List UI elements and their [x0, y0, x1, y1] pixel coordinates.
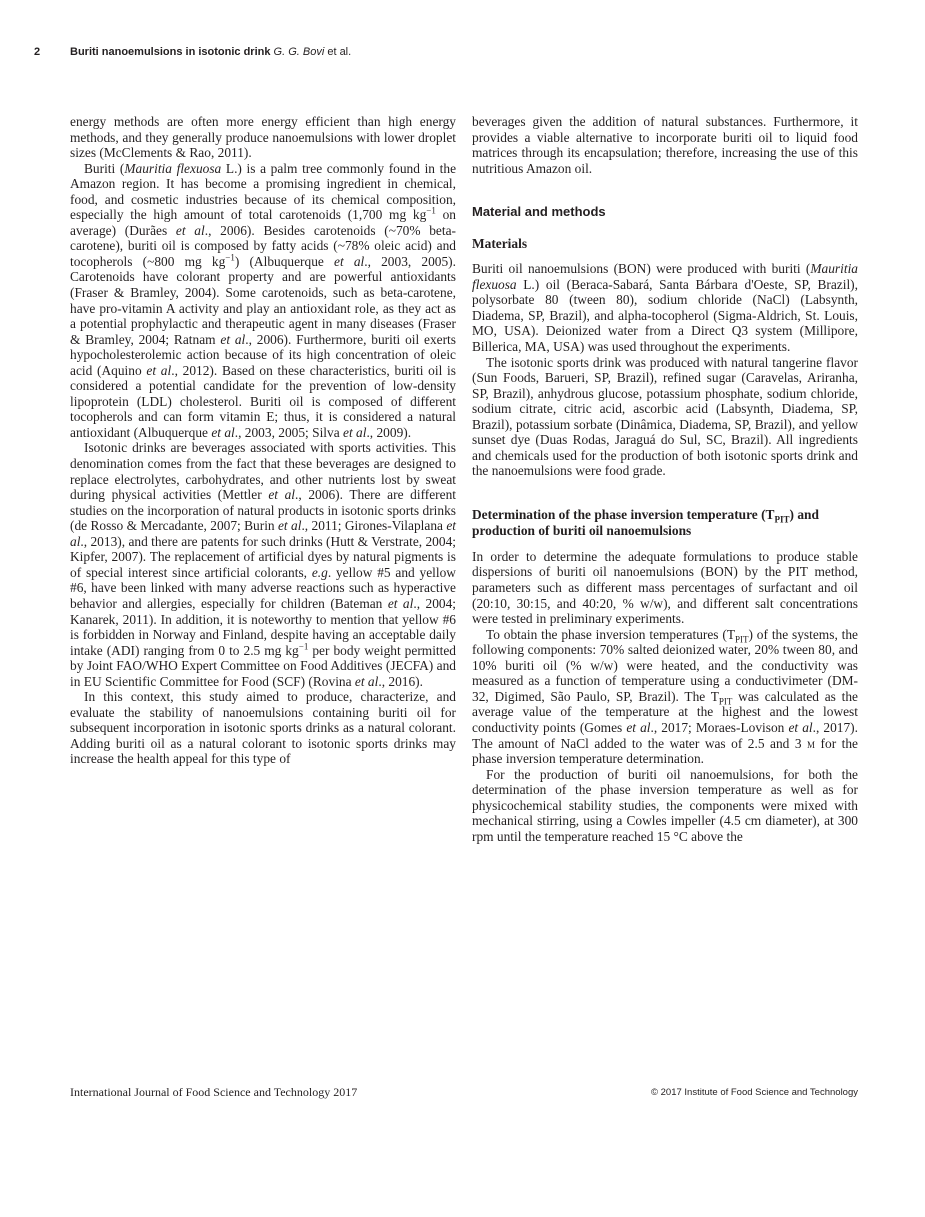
text-run: ., 2006). There are different studies on the incorporation of natural products in isotonic sports drinks (de Rosso & Mercadante, 2007; Burin	[70, 487, 457, 534]
text-run: ., 2006). Furthermore, buriti oil exerts hypocholesterolemic action because of its high concentration of oleic acid (Aquino	[70, 331, 456, 378]
text-run: ) and production of buriti oil nanoemulsions	[472, 506, 819, 538]
text-run: . yellow #5 and yellow #6, have been linked with many adverse reactions such as hyperactive behavior and allergies, especially for children (Bateman	[70, 564, 456, 611]
left-column	[70, 114, 456, 767]
paragraph	[472, 627, 858, 767]
text-run: beverages given the addition of natural substances. Furthermore, it provides a viable alternative to incorporate buriti oil to liquid food matrices through its encapsulation; therefore, increasing the use of this nutritious Amazon oil.	[472, 114, 858, 176]
text-run: on average) (Durães	[70, 207, 456, 238]
text-run: ., 2011; Girones-Vilaplana	[301, 518, 447, 534]
text-run: Buriti (	[84, 160, 125, 176]
text-run: ., 2013), and there are patents for such drinks (Hutt & Verstrate, 2004; Kipfer, 2007). The replacement of artificial dyes by natural pigments is of special interest since artificial colorants,	[70, 533, 456, 580]
text-run: et al	[220, 331, 246, 347]
text-run: L.) is a palm tree commonly found in the Amazon region. It has become a promising ingredient in chemical, food, and cosmetic industries because of its chemical composition, especially the high amount of total carotenoids (1,700 mg kg	[70, 160, 457, 223]
text-run: ., 2006). Besides carotenoids (~70% beta-carotene), buriti oil is composed by fatty acids (~78% oleic acid) and tocopherols (~800 mg kg	[70, 222, 456, 269]
text-run: et al	[277, 518, 302, 534]
text-run: et al	[211, 424, 235, 440]
text-run: m	[807, 735, 816, 751]
pit-section	[472, 549, 858, 844]
text-run: Mauritia flexuosa	[472, 261, 858, 292]
text-run: e.g	[311, 564, 328, 580]
text-run: To obtain the phase inversion temperatures (T	[486, 626, 735, 642]
paragraph	[472, 261, 858, 354]
paragraph	[70, 114, 456, 161]
section-heading-methods: Material and methods	[472, 204, 606, 220]
footer-journal: International Journal of Food Science and Technology 2017	[70, 1085, 358, 1099]
text-run: ., 2016).	[378, 673, 423, 689]
paragraph	[472, 767, 858, 845]
paragraph	[70, 161, 456, 441]
running-title: Buriti nanoemulsions in isotonic drink	[70, 46, 271, 58]
paragraph	[472, 355, 858, 479]
text-run: ., 2009).	[366, 424, 412, 440]
footer-copyright: © 2017 Institute of Food Science and Technology	[651, 1087, 858, 1098]
text-run: ) (Albuquerque	[234, 253, 334, 269]
text-run: ) of the systems, the following components: 70% salted deionized water, 20% tween 80, and 10% buriti oil (% w/w) were heated, and the conductivity was measured as a function of temperature using a conductivimeter (DM-32, Digimed, São Paulo, SP, Brazil). The T	[472, 626, 858, 704]
intro-continuation	[472, 114, 858, 176]
text-run: The isotonic sports drink was produced with natural tangerine flavor (Sun Foods, Barueri, SP, Brazil), refined sugar (Caravelas, Ariranha, SP, Brazil), anhydrous glucose, potassium phosphate, sodium chloride, sodium citrate, citric acid, ascorbic acid (Labsynth, Diadema, SP, Brazil), potassium sorbate (Dinâmica, Diadema, SP, Brazil), and yellow sunset dye (Duas Rodas, Jaraguá do Sul, SC, Brazil). All ingredients and chemicals used for the production of both isotonic sports drink and the nanoemulsions were food grade.	[472, 354, 858, 479]
running-authors: G. G. Bovi	[273, 46, 325, 58]
text-run: Mauritia flexuosa	[124, 160, 222, 176]
text-run: et al	[70, 518, 456, 549]
text-run: ., 2003, 2005; Silva	[234, 424, 343, 440]
text-run: Determination of the phase inversion temperature (T	[472, 506, 775, 522]
text-run: Buriti oil nanoemulsions (BON) were produced with buriti (	[472, 261, 811, 277]
text-run: PIT	[735, 634, 749, 645]
text-run: L.) oil (Beraca-Sabará, Santa Bárbara d'Oeste, SP, Brazil), polysorbate 80 (tween 80), sodium chloride (NaCl) (Labsynth, Diadema, SP, Brazil), and alpha-tocopherol (Sigma-Aldrich, St. Louis, MO, USA). Deionized water from a Direct Q3 system (Millipore, Billerica, MA, USA) was used throughout the experiments.	[472, 276, 858, 355]
text-run: PIT	[718, 696, 733, 707]
text-run: et al	[343, 424, 367, 440]
subsection-heading-pit	[472, 507, 858, 539]
text-run: et al	[175, 222, 205, 238]
text-run: For the production of buriti oil nanoemulsions, for both the determination of the phase inversion temperature as well as for physicochemical stability studies, the components were mixed with mechanical stirring, using a Cowles impeller (4.5 cm diameter), at 300 rpm until the temperature reached 15 °C above the	[472, 766, 858, 844]
text-run: ., 2017; Moraes-Lovison	[650, 719, 789, 735]
text-run: In order to determine the adequate formulations to produce stable dispersions of buriti oil nanoemulsions (BON) by the PIT method, parameters such as different mass percentages of surfactant and oil (20:10, 30:15, and 40:20, % w/w), and different salt concentrations were tested in preliminary experiments.	[472, 548, 858, 627]
text-run: for the phase inversion temperature determination.	[472, 735, 859, 767]
paragraph	[70, 689, 456, 767]
text-run: et al	[788, 719, 813, 735]
running-etal: et al.	[324, 46, 352, 58]
text-run: PIT	[774, 514, 790, 525]
paragraph	[70, 440, 456, 689]
text-run: ., 2003, 2005). Carotenoids have colorant property and are powerful antioxidants (Fraser & Bramley, 2004). Some carotenoids, such as beta-carotene, have pro-vitamin A activity and play an antioxidant role, as they act as a potential prophylactic and therapeutic agent in many diseases (Fraser & Bramley, 2004; Ratnam	[70, 253, 456, 347]
text-run: et al	[626, 719, 651, 735]
paragraph	[472, 549, 858, 627]
text-run: energy methods are often more energy efficient than high energy methods, and they generally produce nanoemulsions with lower droplet sizes (McClements & Rao, 2011).	[70, 114, 456, 161]
text-run: In this context, this study aimed to produce, characterize, and evaluate the stability of nanoemulsions containing buriti oil for subsequent incorporation in isotonic sports drinks as a natural colorant. Adding buriti oil as a natural colorant to isotonic sports drinks may increase the health appeal for this type of	[70, 689, 456, 767]
text-run: −1	[426, 205, 436, 216]
subsection-heading-materials: Materials	[472, 235, 528, 251]
page-number: 2	[34, 46, 41, 58]
right-column	[472, 114, 858, 844]
text-run: et al	[268, 487, 296, 503]
text-run: et al	[387, 595, 414, 611]
text-run: −1	[225, 252, 235, 263]
text-run: et al	[146, 362, 172, 378]
text-run: ., 2017). The amount of NaCl added to the water was of 2.5 and 3	[472, 719, 858, 751]
text-run: was calculated as the average value of the temperature at the highest and the lowest conductivity points (Gomes	[472, 688, 858, 735]
text-run: et al	[354, 673, 379, 689]
text-run: −1	[298, 641, 309, 652]
running-header	[34, 46, 351, 58]
text-run: Isotonic drinks are beverages associated with sports activities. This denomination comes from the fact that these beverages are designed to replace electrolytes, carbohydrates, and other nutrients lost by sweat during physical activities (Mettler	[70, 440, 456, 503]
text-run: et al	[334, 253, 365, 269]
text-run: per body weight permitted by Joint FAO/WHO Expert Committee on Food Additives (JECFA) and in EU Scientific Committee for Food (SCF) (Rovina	[70, 642, 456, 689]
text-run: ., 2004; Kanarek, 2011). In addition, it is noteworthy to mention that yellow #6 is forbidden in Norway and Finland, despite having an acceptable daily intake (ADI) ranging from 0 to 2.5 mg kg	[70, 595, 456, 658]
text-run: ., 2012). Based on these characteristics, buriti oil is considered a potential candidate for the prevention of low-density lipoprotein (LDL) cholesterol. Buriti oil is composed of different tocopherols and can form vitamin E; thus, it is considered a natural antioxidant (Albuquerque	[70, 362, 456, 440]
materials-section	[472, 261, 858, 479]
